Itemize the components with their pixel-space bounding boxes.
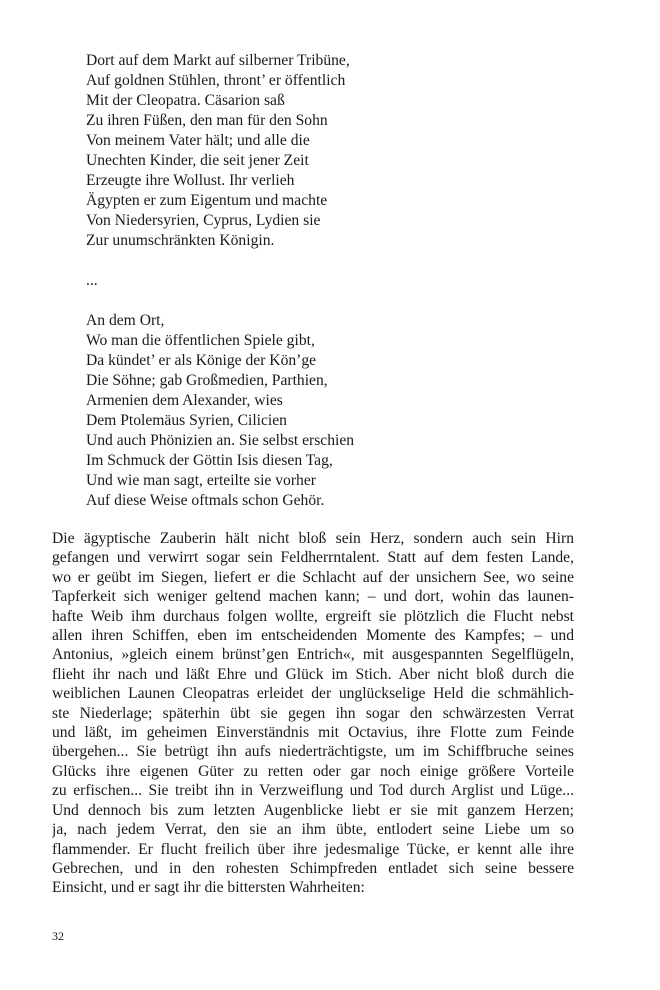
prose-line: und läßt, im geheimen Einverständnis mit Octavius, ihre Flotte zum Feinde: [52, 724, 574, 742]
verse-line: Und auch Phönizien an. Sie selbst erschien: [86, 432, 355, 449]
page-number: 32: [52, 929, 64, 943]
prose-line: ste Niederlage; späterhin übt sie gegen ihn sogar den schwärzesten Verrat: [52, 704, 574, 722]
verse-line: Zu ihren Füßen, den man für den Sohn: [86, 112, 328, 129]
verse-line: Ägypten er zum Eigentum und machte: [86, 192, 328, 209]
verse-line: Armenien dem Alexander, wies: [86, 392, 283, 409]
prose-line: gefangen und verwirrt sogar sein Feldherrntalent. Statt auf dem festen Lande,: [52, 549, 574, 567]
prose-line: wo er geübt im Siegen, liefert er die Schlacht auf der unsichern See, wo seine: [52, 568, 574, 586]
verse-line: Erzeugte ihre Wollust. Ihr verlieh: [86, 172, 295, 189]
verse-line: An dem Ort,: [86, 312, 165, 329]
prose-line: hafte Weib ihm durchaus folgen wollte, ergreift sie plötzlich die Flucht nebst: [52, 607, 574, 625]
verse-line: Auf goldnen Stühlen, thront’ er öffentlich: [86, 72, 346, 89]
verse-line: Von meinem Vater hält; und alle die: [86, 132, 310, 149]
verse-line: Die Söhne; gab Großmedien, Parthien,: [86, 372, 328, 389]
prose-line: flammender. Er flucht freilich über ihre jedesmalige Tücke, er kennt alle ihre: [52, 840, 574, 858]
prose-line: Einsicht, und er sagt ihr die bittersten Wahrheiten:: [52, 879, 365, 897]
verse-ellipsis: [86, 271, 606, 291]
ellipsis-text: ...: [86, 272, 98, 289]
prose-line: allen ihren Schiffen, eben im entscheidenden Momente des Kampfes; – und: [52, 627, 574, 645]
verse-line: Dort auf dem Markt auf silberner Tribüne,: [86, 52, 350, 69]
verse-quote-2: [86, 311, 606, 511]
verse-line: Unechten Kinder, die seit jener Zeit: [86, 152, 309, 169]
prose-line: Und dennoch bis zum letzten Augenblicke liebt er sie mit ganzem Herzen;: [52, 801, 574, 819]
verse-line: Und wie man sagt, erteilte sie vorher: [86, 472, 316, 489]
verse-line: Da kündet’ er als Könige der Kön’ge: [86, 352, 317, 369]
verse-quote-1: [86, 51, 606, 251]
prose-line: Antonius, »gleich einem brünst’gen Entrich«, mit ausgespannten Segelflügeln,: [52, 646, 574, 664]
prose-line: Gebrechen, und in den rohesten Schimpfreden entladet sich seine bessere: [52, 859, 574, 877]
prose-line: Glücks ihre eigenen Güter zu retten oder gar noch einige größere Vorteile: [52, 762, 574, 780]
verse-line: Dem Ptolemäus Syrien, Cilicien: [86, 412, 287, 429]
verse-line: Wo man die öffentlichen Spiele gibt,: [86, 332, 315, 349]
prose-line: Tapferkeit sich weniger geltend machen kann; – und dort, wohin das launen-: [52, 588, 574, 606]
prose-line: weiblichen Launen Cleopatras erleidet der unglückselige Held die schmählich-: [52, 685, 574, 703]
verse-line: Von Niedersyrien, Cyprus, Lydien sie: [86, 212, 321, 229]
verse-line: Auf diese Weise oftmals schon Gehör.: [86, 492, 325, 509]
prose-line: Die ägyptische Zauberin hält nicht bloß sein Herz, sondern auch sein Hirn: [52, 530, 574, 547]
prose-line: flieht ihr nach und läßt Ehre und Glück im Stich. Aber nicht bloß durch die: [52, 665, 574, 683]
verse-line: Zur unumschränkten Königin.: [86, 232, 275, 249]
prose-line: zu erfischen... Sie treibt ihn in Verzweiflung und Tod durch Arglist und Lüge...: [52, 782, 574, 800]
verse-line: Im Schmuck der Göttin Isis diesen Tag,: [86, 452, 333, 469]
prose-line: ja, nach jedem Verrat, den sie an ihm übte, entlodert seine Liebe um so: [52, 821, 574, 839]
verse-line: Mit der Cleopatra. Cäsarion saß: [86, 92, 285, 109]
prose-paragraph: [52, 529, 574, 898]
prose-line: übergehen... Sie betrügt ihn aufs niederträchtigste, um im Schiffbruche seines: [52, 743, 574, 761]
